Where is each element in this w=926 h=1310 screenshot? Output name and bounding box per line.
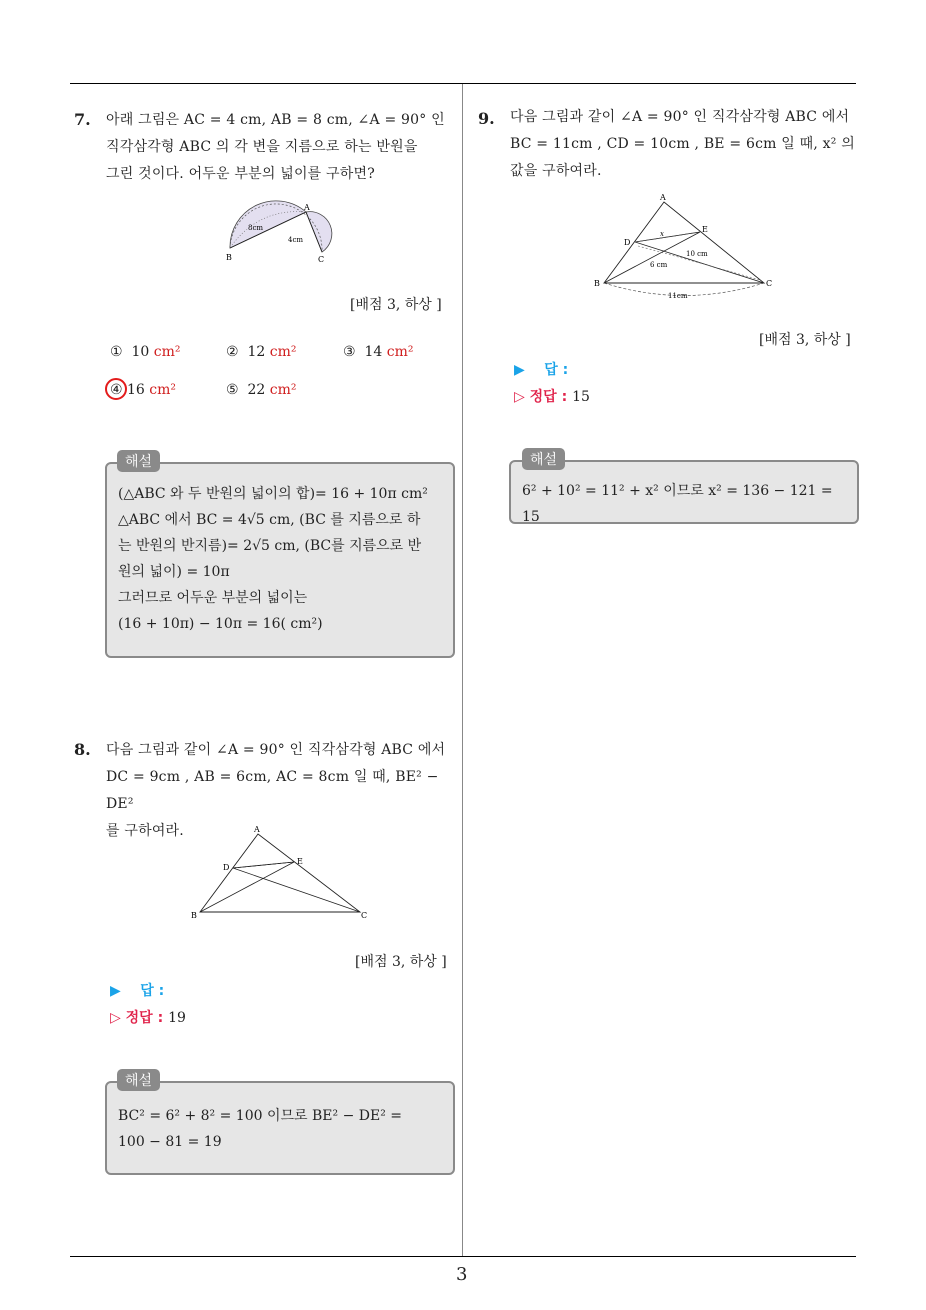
q8-line2: DC = 9cm , AB = 6cm, AC = 8cm 일 때, BE² − DE² [106,769,439,812]
q8-fig-label-a: A [254,825,260,834]
q7-solution-line-3: 는 반원의 반지름)= 2√5 cm, (BC를 지름으로 반 [118,538,422,554]
q9-fig-label-e: E [702,225,708,234]
q9-score: [배점 3, 하상 ] [759,332,851,348]
column-divider [462,84,463,1256]
q7-solution-line-1: (△ABC 와 두 반원의 넓이의 합)= 16 + 10π cm² [118,486,428,502]
q7-solution-body [118,481,448,637]
q9-correct-arrow-icon: ▷ [514,389,525,405]
q7-option-1-value: 10 [131,344,150,360]
q8-correct-arrow-icon: ▷ [110,1010,121,1026]
q9-answer-label: 답 : [544,362,569,378]
q9-fig-label-bc: 11cm [668,292,688,300]
q9-correct-line [514,386,590,406]
q8-fig-label-b: B [191,911,197,920]
q7-text [106,107,456,188]
q7-number: 7. [74,110,91,129]
q7-option-2-value: 12 [247,344,266,360]
q9-correct-label: 정답 : [529,389,568,405]
q7-option-4-value: 16 [127,382,145,398]
q8-number: 8. [74,740,91,759]
q9-line2: BC = 11cm , CD = 10cm , BE = 6cm 일 때, x² 의 [510,136,855,152]
q8-answer-arrow-icon: ▶ [110,983,121,999]
q8-fig-label-e: E [297,857,303,866]
q9-line1: 다음 그림과 같이 ∠A = 90° 인 직각삼각형 ABC 에서 [510,109,850,125]
q8-correct-label: 정답 : [125,1010,164,1026]
q7-solution-line-2: △ABC 에서 BC = 4√5 cm, (BC 를 지름으로 하 [118,512,421,528]
q9-fig-label-be: 6 cm [650,261,668,269]
q7-fig-label-ac: 4cm [288,236,304,244]
q8-solution-line-1: BC² = 6² + 8² = 100 이므로 BE² − DE² = [118,1108,402,1124]
q7-line2: 직각삼각형 ABC 의 각 변을 지름으로 하는 반원을 [106,139,418,155]
q7-figure [220,190,340,265]
q7-option-5-mark: ⑤ [226,382,239,398]
q8-fig-label-c: C [361,911,368,920]
q7-solution-line-6: (16 + 10π) − 10π = 16( cm²) [118,616,323,632]
q9-solution-tag: 해설 [522,448,565,470]
q8-figure [188,822,373,922]
q9-fig-label-d: D [624,238,631,247]
top-rule [70,83,856,84]
q9-fig-label-x: x [660,230,664,238]
q7-option-5-unit: cm² [269,382,297,398]
q7-option-1-unit: cm² [153,344,181,360]
q8-score: [배점 3, 하상 ] [355,954,447,970]
q9-correct-value: 15 [572,389,590,405]
q9-line3: 값을 구하여라. [510,163,602,179]
q7-line1: 아래 그림은 AC = 4 cm, AB = 8 cm, ∠A = 90° 인 [106,112,445,128]
q9-number: 9. [478,109,495,128]
q7-solution-line-5: 그러므로 어두운 부분의 넓이는 [118,590,308,606]
q7-option-2-mark: ② [226,344,239,360]
q7-option-1[interactable] [110,344,180,360]
q8-fig-label-d: D [223,863,230,872]
q7-line3: 그린 것이다. 어두운 부분의 넓이를 구하면? [106,166,375,182]
q8-correct-line [110,1007,186,1027]
q7-fig-label-ab: 8cm [248,224,264,232]
q9-text [510,104,860,185]
q7-option-3[interactable] [343,344,413,360]
q9-answer-arrow-icon: ▶ [514,362,525,378]
q7-option-3-unit: cm² [386,344,414,360]
q7-option-3-value: 14 [364,344,383,360]
q9-fig-label-a: A [660,193,666,202]
q7-option-1-mark: ① [110,344,123,360]
q7-solution-line-4: 원의 넓이) = 10π [118,564,230,580]
q7-option-2-unit: cm² [269,344,297,360]
q7-solution-tag: 해설 [117,450,160,472]
q9-solution-line-1: 6² + 10² = 11² + x² 이므로 x² = 136 − 121 = 15 [522,483,833,525]
q7-option-5[interactable] [226,382,296,398]
q7-option-4-mark: ④ [110,382,123,398]
q7-option-3-mark: ③ [343,344,356,360]
q8-solution-body [118,1103,448,1155]
q7-fig-label-b: B [226,253,232,262]
q8-line1: 다음 그림과 같이 ∠A = 90° 인 직각삼각형 ABC 에서 [106,742,446,758]
q7-score: [배점 3, 하상 ] [350,297,442,313]
q7-fig-label-a: A [304,203,310,212]
q9-fig-label-b: B [594,279,600,288]
q8-solution-line-2: 100 − 81 = 19 [118,1134,222,1150]
q9-solution-body [522,478,852,530]
q7-selected-circle-icon [105,378,127,400]
q8-line3: 를 구하여라. [106,823,184,839]
q8-solution-tag: 해설 [117,1069,160,1091]
q7-option-4-unit: cm² [149,382,177,398]
q7-fig-label-c: C [318,255,325,264]
q9-figure [590,190,780,305]
q8-answer-label: 답 : [140,983,165,999]
q7-option-5-value: 22 [247,382,266,398]
q8-answer-line [110,980,164,1000]
bottom-rule [70,1256,856,1257]
page-number: 3 [456,1264,468,1285]
q7-option-2[interactable] [226,344,296,360]
q9-fig-label-c: C [766,279,773,288]
q9-answer-line [514,359,568,379]
q8-correct-value: 19 [168,1010,186,1026]
q9-fig-label-cd: 10 cm [686,250,708,258]
